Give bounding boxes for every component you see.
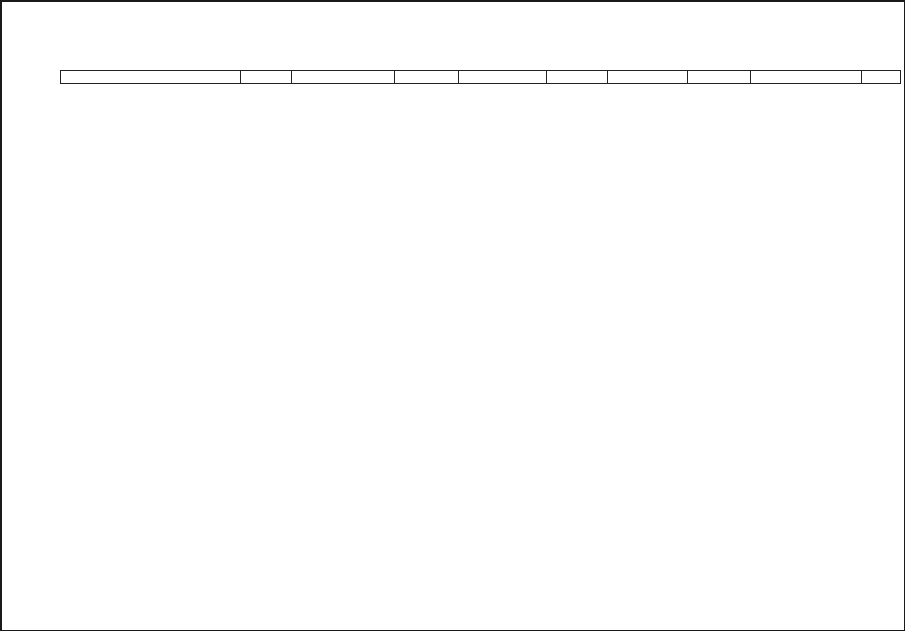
header-cell bbox=[608, 71, 688, 84]
cost-table bbox=[60, 70, 901, 84]
header-cell bbox=[688, 71, 751, 84]
header-cell bbox=[292, 71, 395, 84]
header-cell bbox=[459, 71, 547, 84]
header-cell bbox=[241, 71, 292, 84]
header-cell bbox=[862, 71, 901, 84]
table-body bbox=[61, 71, 901, 84]
header-cell bbox=[751, 71, 862, 84]
header-row bbox=[61, 71, 901, 84]
header-cell bbox=[61, 71, 241, 84]
header-cell bbox=[547, 71, 608, 84]
header-cell bbox=[395, 71, 459, 84]
